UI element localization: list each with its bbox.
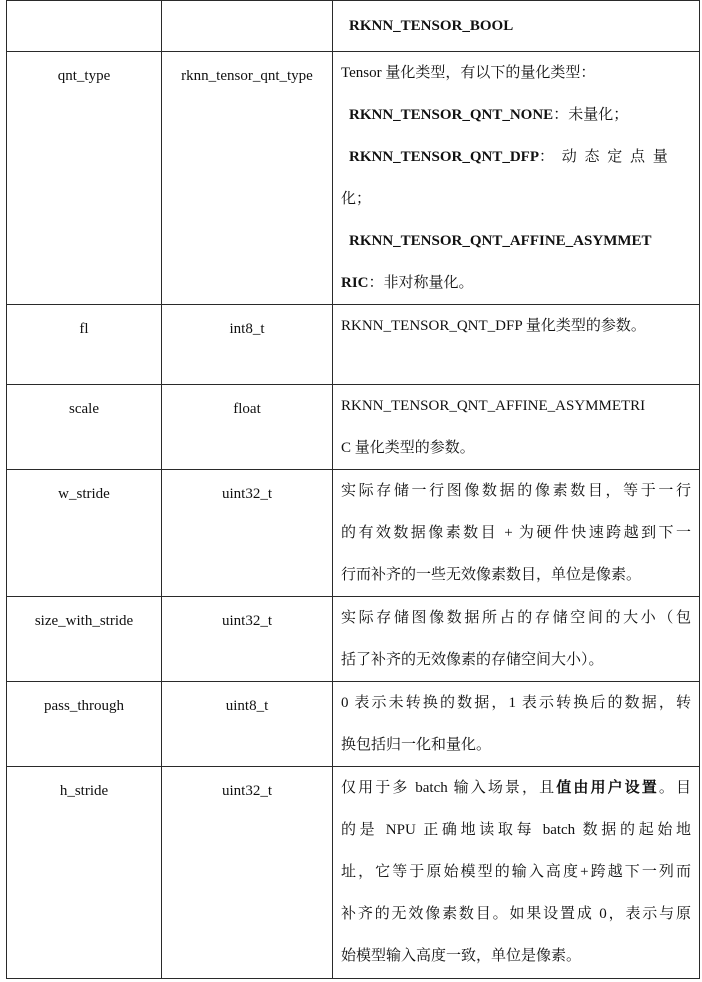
field-type-cell: int8_t xyxy=(162,305,333,385)
field-desc-cell: 实际存储图像数据所占的存储空间的大小（包 括了补齐的无效像素的存储空间大小）。 xyxy=(333,597,700,682)
field-type-cell xyxy=(162,1,333,52)
field-name-cell: h_stride xyxy=(7,767,162,979)
field-type-cell: uint32_t xyxy=(162,597,333,682)
field-desc-cell: RKNN_TENSOR_QNT_DFP 量化类型的参数。 xyxy=(333,305,700,385)
enum-value: RKNN_TENSOR_QNT_NONE xyxy=(349,107,554,123)
field-desc-cell: 实际存储一行图像数据的像素数目，等于一行 的有效数据像素数目 + 为硬件快速跨越到下一 行而补齐的一些无效像素数目，单位是像素。 xyxy=(333,470,700,597)
enum-value: RKNN_TENSOR_QNT_AFFINE_ASYMMET xyxy=(349,233,652,249)
table-row xyxy=(7,1,700,52)
table-row xyxy=(7,470,700,597)
field-name-cell: fl xyxy=(7,305,162,385)
field-name-cell: size_with_stride xyxy=(7,597,162,682)
emphasis-text: 值由用户设置 xyxy=(556,780,659,796)
table-row xyxy=(7,597,700,682)
field-type-cell: uint32_t xyxy=(162,767,333,979)
field-name-cell: w_stride xyxy=(7,470,162,597)
enum-value: RKNN_TENSOR_BOOL xyxy=(349,18,514,34)
struct-field-table xyxy=(6,0,700,979)
enum-value: RIC xyxy=(341,275,369,291)
table-row xyxy=(7,305,700,385)
table-row xyxy=(7,767,700,979)
table-row xyxy=(7,52,700,305)
field-name-cell: pass_through xyxy=(7,682,162,767)
field-desc-cell: 0 表示未转换的数据，1 表示转换后的数据，转 换包括归一化和量化。 xyxy=(333,682,700,767)
field-name-cell: qnt_type xyxy=(7,52,162,305)
field-type-cell: float xyxy=(162,385,333,470)
field-desc-cell xyxy=(333,1,700,52)
field-name-cell: scale xyxy=(7,385,162,470)
enum-value: RKNN_TENSOR_QNT_DFP xyxy=(349,149,540,165)
field-type-cell: uint8_t xyxy=(162,682,333,767)
document-page xyxy=(6,0,700,979)
field-type-cell: rknn_tensor_qnt_type xyxy=(162,52,333,305)
field-name-cell xyxy=(7,1,162,52)
table-row xyxy=(7,682,700,767)
field-desc-cell: RKNN_TENSOR_QNT_AFFINE_ASYMMETRI C 量化类型的参数。 xyxy=(333,385,700,470)
field-desc-cell: 仅用于多 batch 输入场景，且值由用户设置。目 的是 NPU 正确地读取每 batch 数据的起始地 址，它等于原始模型的输入高度+跨越下一列而 补齐的无效像素数目。如果设置成 0，表示与原 始模型输入高度一致，单位是像素。 xyxy=(333,767,700,979)
table-row xyxy=(7,385,700,470)
field-type-cell: uint32_t xyxy=(162,470,333,597)
field-desc-cell: Tensor 量化类型，有以下的量化类型： RKNN_TENSOR_QNT_NONE：未量化； RKNN_TENSOR_QNT_DFP： 动 态 定 点 量 化； RKNN_TENSOR_QNT_AFFINE_ASYMMET RIC：非对称量化。 xyxy=(333,52,700,305)
